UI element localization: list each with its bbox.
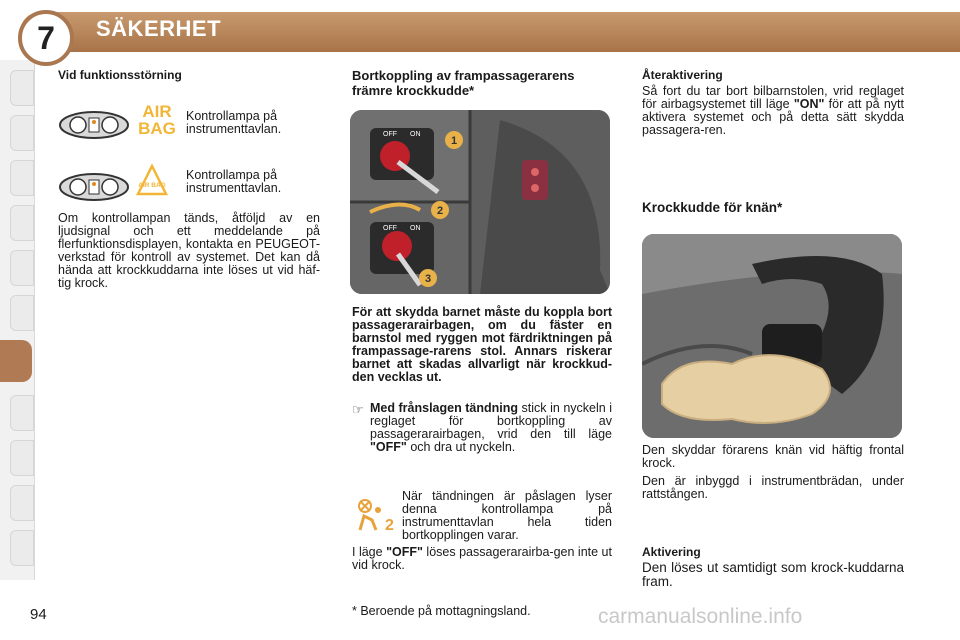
knee-airbag-text-1: Den skyddar förarens knän vid häftig frontal krock. — [642, 443, 904, 470]
chapter-tab[interactable] — [10, 295, 34, 331]
deactivation-heading: Bortkoppling av frampassagerarens främre krockkudde* — [352, 68, 575, 98]
chapter-tab[interactable] — [10, 250, 34, 286]
page-title: SÄKERHET — [96, 16, 222, 41]
deactivation-instruction: Med frånslagen tändning stick in nyckeln i reglaget för bortkoppling av passagerarairbagen, vrid den till läge "OFF" och dra ut nyckeln. — [370, 401, 612, 454]
airbag-switch-illustration — [350, 110, 610, 294]
svg-text:ON: ON — [410, 131, 421, 138]
bullet-marker-icon: ☞ — [352, 402, 364, 417]
page-number: 94 — [30, 606, 47, 623]
chapter-tab[interactable] — [10, 530, 34, 566]
svg-text:OFF: OFF — [383, 131, 397, 138]
chapter-tab[interactable] — [10, 160, 34, 196]
chapter-number: 7 — [18, 10, 74, 66]
lamp3-caption: När tändningen är påslagen lyser denna kontrollampa på instrumenttavlan hela tiden bortkopplingen varar. — [402, 489, 612, 542]
chapter-tab[interactable] — [10, 70, 34, 106]
airbag-warning-icon: AIR BAG — [138, 102, 176, 138]
chapter-tab[interactable] — [10, 395, 34, 431]
knee-airbag-illustration — [642, 234, 902, 438]
chapter-tab-active[interactable] — [0, 340, 32, 382]
off-position-note: I läge "OFF" löses passagerarairba-gen inte ut vid krock. — [352, 545, 612, 572]
chapter-tab[interactable] — [10, 485, 34, 521]
watermark: carmanualsonline.info — [598, 605, 803, 628]
instrument-cluster-icon — [58, 110, 130, 140]
knee-airbag-text-2: Den är inbyggd i instrumentbrädan, under rattstången. — [642, 474, 904, 501]
malfunction-heading: Vid funktionsstörning — [58, 68, 182, 82]
airbag-triangle-warning-icon — [136, 164, 168, 196]
activation-text: Den löses ut samtidigt som krock-kuddarna fram. — [642, 560, 904, 589]
reactivation-text: Så fort du tar bort bilbarnstolen, vrid reglaget för airbagsystemet till läge "ON" för att på nytt aktivera systemet och på detta sätt skydda passagera-ren. — [642, 84, 904, 137]
chapter-tab[interactable] — [10, 440, 34, 476]
knee-airbag-photo — [642, 234, 902, 438]
child-seat-warning: För att skydda barnet måste du koppla bort passagerarairbagen, om du fäster en barnstol med ryggen mot färdriktningen på frampassage-rarens stol. Annars riskerar barnet att skadas allvarligt när krockkud-den vecklas ut. — [352, 305, 612, 384]
svg-text:ON: ON — [410, 225, 421, 232]
chapter-tab[interactable] — [10, 115, 34, 151]
svg-text:3: 3 — [424, 273, 432, 285]
malfunction-paragraph: Om kontrollampan tänds, åtföljd av en ljudsignal och ett meddelande på flerfunktionsdisplayen, kontakta en PEUGEOT-verkstad för kontroll av systemet. Det kan då hända att krockkuddarna inte löses ut vid häf-tig krock. — [58, 211, 320, 290]
footnote: * Beroende på mottagningsland. — [352, 604, 531, 618]
passenger-airbag-off-icon — [354, 496, 394, 532]
airbag-switch-photo — [350, 110, 610, 294]
chapter-tab[interactable] — [10, 205, 34, 241]
lamp2-caption: Kontrollampa på instrumenttavlan. — [186, 168, 282, 195]
activation-heading: Aktivering — [642, 545, 701, 559]
svg-text:2: 2 — [436, 205, 444, 217]
svg-text:1: 1 — [450, 135, 458, 147]
knee-airbag-heading: Krockkudde för knän* — [642, 200, 783, 215]
reactivation-heading: Återaktivering — [642, 68, 723, 82]
svg-text:OFF: OFF — [383, 225, 397, 232]
svg-text:AIR BAG: AIR BAG — [138, 182, 166, 189]
instrument-cluster-icon — [58, 172, 130, 202]
lamp1-caption: Kontrollampa på instrumenttavlan. — [186, 109, 282, 136]
svg-text:2: 2 — [385, 517, 394, 532]
